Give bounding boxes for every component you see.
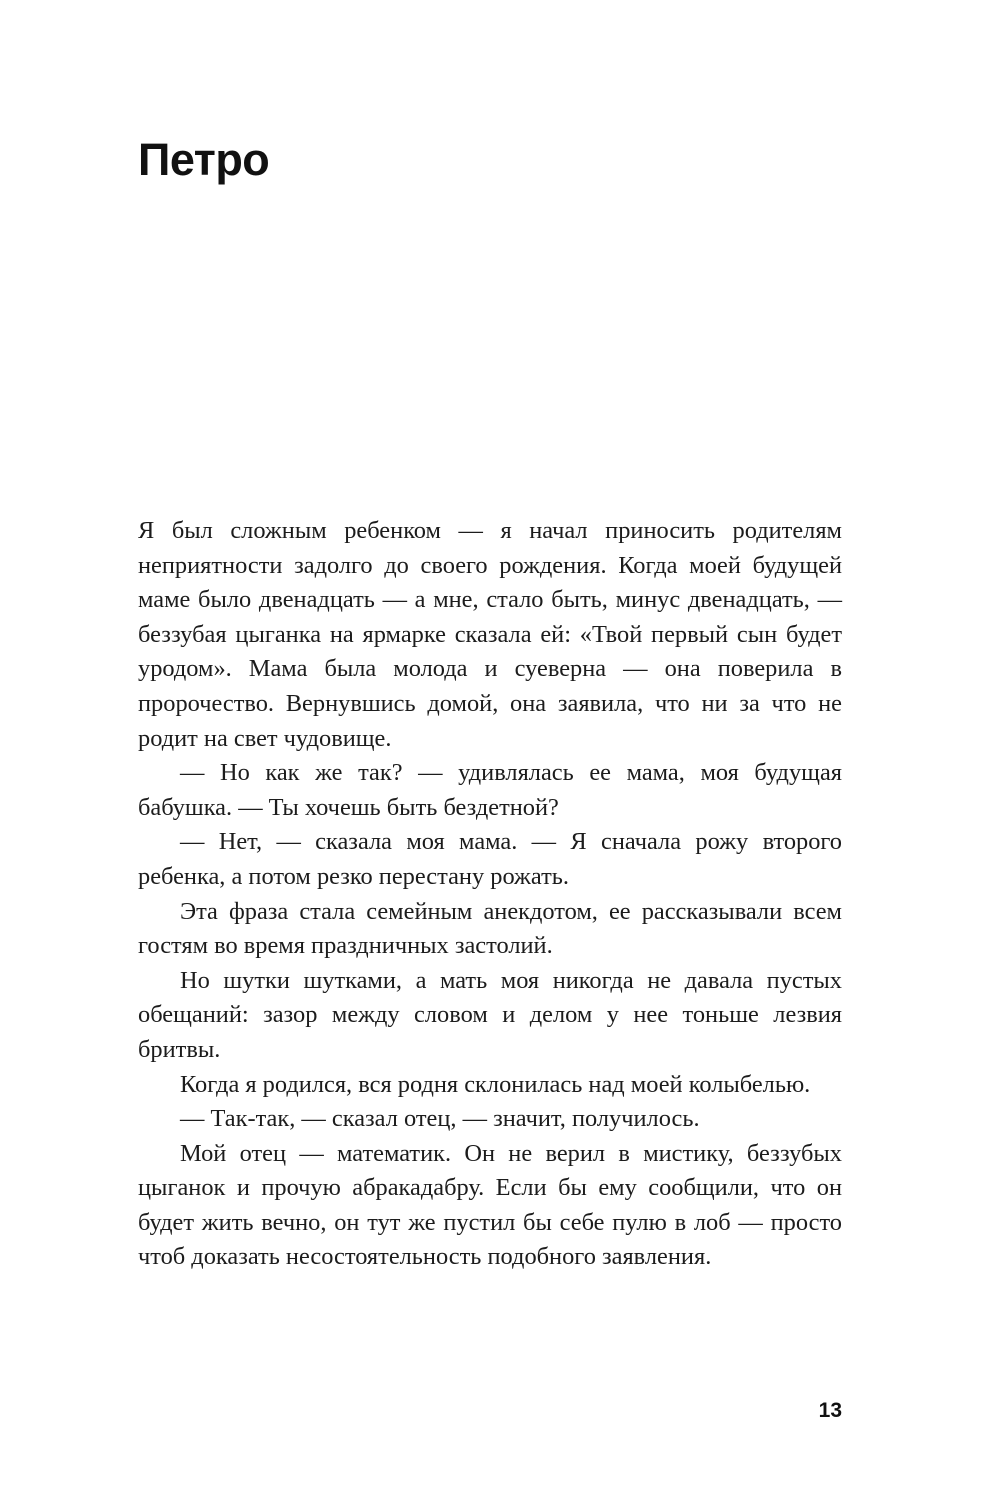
page-number: 13	[818, 1399, 842, 1422]
paragraph: Когда я родился, вся родня склонилась над моей колыбелью.	[180, 1070, 811, 1098]
paragraph: — Но как же так? — удивлялась ее мама, моя будущая бабушка. — Ты хочешь быть бездетной?	[138, 759, 842, 821]
paragraph: Мой отец — математик. Он не верил в мистику, беззубых цыганок и прочую абракадабру. Если бы ему сообщили, что он будет жить вечно, он тут же пустил бы себе пулю в лоб — просто чтоб доказать несостоятельность подобного заявления.	[138, 1139, 842, 1271]
body-text	[138, 514, 842, 1275]
paragraph: Я был сложным ребенком — я начал приносить родителям неприятности задолго до своего рождения. Когда моей будущей маме было двенадцать — а мне, стало быть, минус двенадцать, — беззубая цыганка на ярмарке сказала ей: «Твой первый сын будет уродом». Мама была молода и суеверна — она поверила в пророчество. Вернувшись домой, она заявила, что ни за что не родит на свет чудовище.	[138, 517, 842, 752]
paragraph: Эта фраза стала семейным анекдотом, ее рассказывали всем гостям во время праздничных застолий.	[138, 897, 842, 960]
paragraph: Но шутки шутками, а мать моя никогда не давала пустых обещаний: зазор между словом и делом у нее тоньше лезвия бритвы.	[138, 966, 842, 1063]
paragraph: — Нет, — сказала моя мама. — Я сначала рожу второго ребенка, а потом резко перестану рожать.	[138, 828, 842, 890]
chapter-title: Петро	[138, 134, 270, 185]
paragraph: — Так-так, — сказал отец, — значит, получилось.	[180, 1105, 700, 1133]
